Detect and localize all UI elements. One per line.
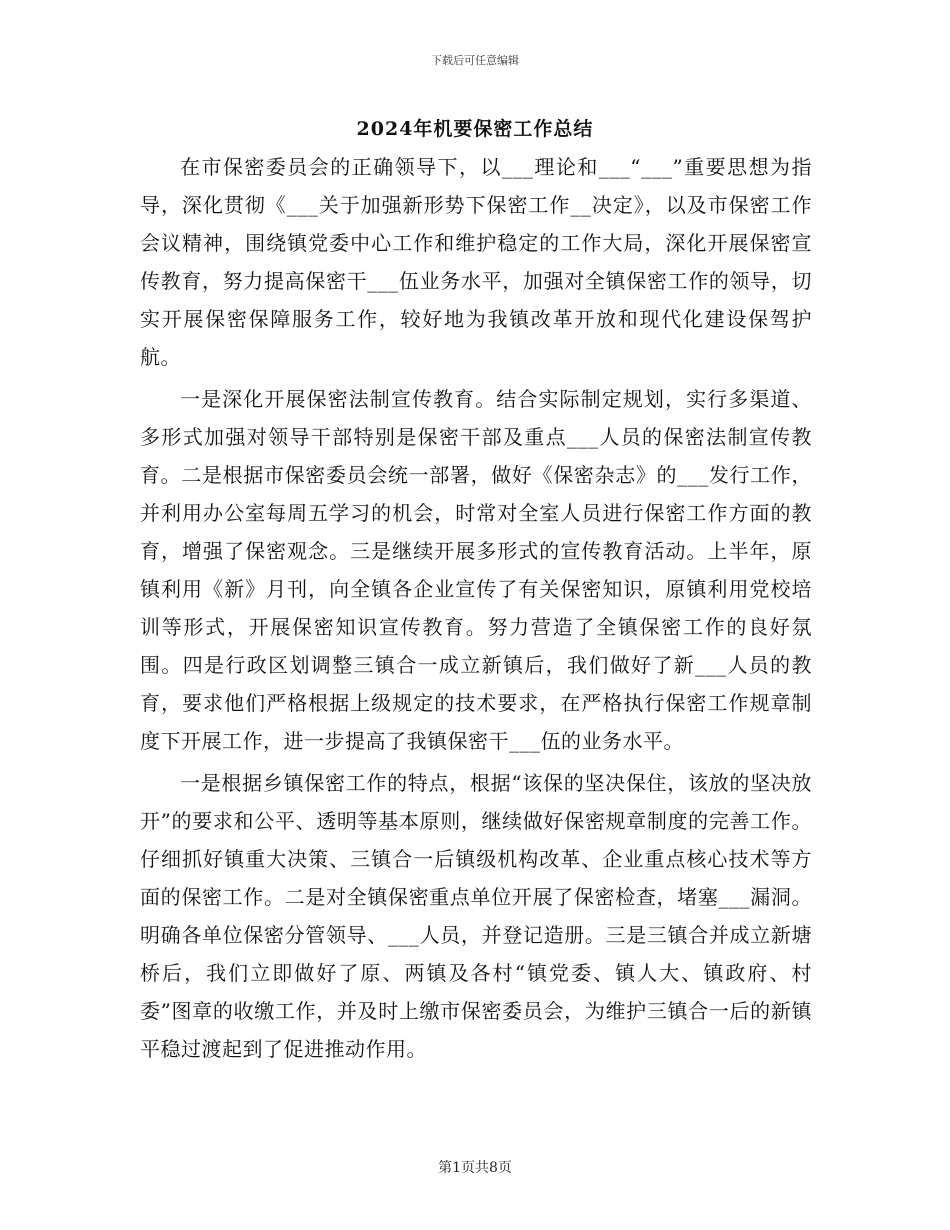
document-body [140,148,812,1068]
paragraph-intro: 在市保密委员会的正确领导下，以___理论和___“___”重要思想为指导，深化贯彻《___关于加强新形势下保密工作__决定》，以及市保密工作会议精神，围绕镇党委中心工作和维护稳定的工作大局，深化开展保密宣传教育，努力提高保密干___伍业务水平，加强对全镇保密工作的领导，切实开展保密保障服务工作，较好地为我镇改革开放和现代化建设保驾护航。 [140,155,812,369]
header-note: 下载后可任意编辑 [431,54,519,67]
paragraph-education: 一是深化开展保密法制宣传教育。结合实际制定规划，实行多渠道、多形式加强对领导干部特别是保密干部及重点___人员的保密法制宣传教育。二是根据市保密委员会统一部署，做好《保密杂志》的___发行工作，并利用办公室每周五学习的机会，时常对全室人员进行保密工作方面的教育，增强了保密观念。三是继续开展多形式的宣传教育活动。上半年，原镇利用《新》月刊，向全镇各企业宣传了有关保密知识，原镇利用党校培训等形式，开展保密知识宣传教育。努力营造了全镇保密工作的良好氛围。四是行政区划调整三镇合一成立新镇后，我们做好了新___人员的教育，要求他们严格根据上级规定的技术要求，在严格执行保密工作规章制度下开展工作，进一步提高了我镇保密干___伍的业务水平。 [140,387,812,753]
page-title: 2024年机要保密工作总结 [356,118,594,140]
paragraph-regulations: 一是根据乡镇保密工作的特点，根据“该保的坚决保住，该放的坚决放开”的要求和公平、透明等基本原则，继续做好保密规章制度的完善工作。仔细抓好镇重大决策、三镇合一后镇级机构改革、企业重点核心技术等方面的保密工作。二是对全镇保密重点单位开展了保密检查，堵塞___漏洞。明确各单位保密分管领导、___人员，并登记造册。三是三镇合并成立新塘桥后，我们立即做好了原、两镇及各村“镇党委、镇人大、镇政府、村委”图章的收缴工作，并及时上缴市保密委员会，为维护三镇合一后的新镇平稳过渡起到了促进推动作用。 [140,771,812,1061]
page-number: 第1页共8页 [438,1160,512,1176]
